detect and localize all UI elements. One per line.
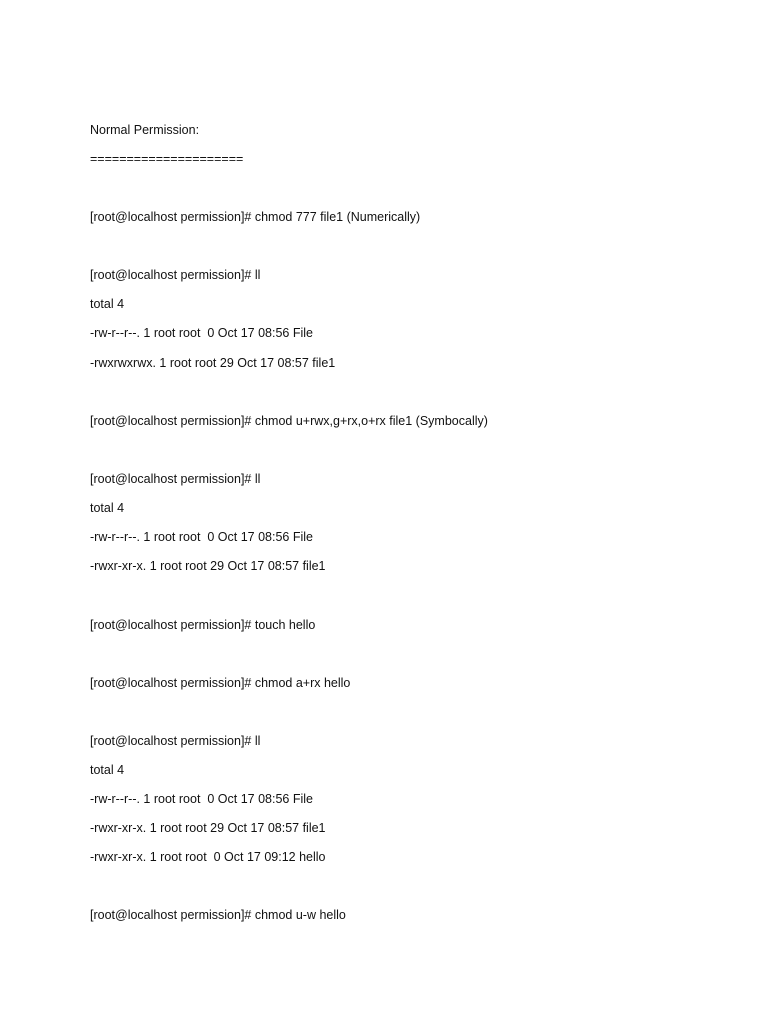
- command-line: [root@localhost permission]# chmod u+rwx,g+rx,o+rx file1 (Symbocally): [90, 414, 488, 428]
- command-line: [root@localhost permission]# chmod u-w hello: [90, 908, 346, 922]
- document-heading: Normal Permission:: [90, 123, 200, 137]
- heading-separator: =====================: [90, 152, 244, 166]
- output-line: -rw-r--r--. 1 root root 0 Oct 17 08:56 File: [90, 792, 313, 806]
- command-line: [root@localhost permission]# touch hello: [90, 618, 316, 632]
- output-line: -rw-r--r--. 1 root root 0 Oct 17 08:56 File: [90, 326, 313, 340]
- output-line: -rwxrwxrwx. 1 root root 29 Oct 17 08:57 file1: [90, 356, 336, 370]
- output-line: total 4: [90, 297, 125, 311]
- output-line: total 4: [90, 501, 125, 515]
- output-line: -rw-r--r--. 1 root root 0 Oct 17 08:56 File: [90, 530, 313, 544]
- output-line: -rwxr-xr-x. 1 root root 0 Oct 17 09:12 hello: [90, 850, 326, 864]
- output-line: -rwxr-xr-x. 1 root root 29 Oct 17 08:57 file1: [90, 821, 326, 835]
- command-line: [root@localhost permission]# ll: [90, 734, 261, 748]
- command-line: [root@localhost permission]# chmod 777 file1 (Numerically): [90, 210, 421, 224]
- command-line: [root@localhost permission]# ll: [90, 268, 261, 282]
- output-line: -rwxr-xr-x. 1 root root 29 Oct 17 08:57 file1: [90, 559, 326, 573]
- command-line: [root@localhost permission]# ll: [90, 472, 261, 486]
- command-line: [root@localhost permission]# chmod a+rx hello: [90, 676, 351, 690]
- output-line: total 4: [90, 763, 125, 777]
